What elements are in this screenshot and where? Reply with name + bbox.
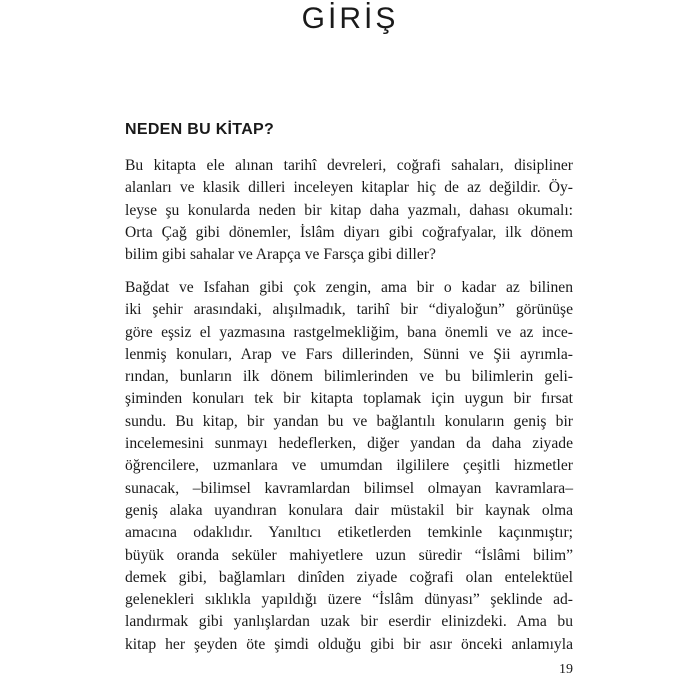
chapter-title: GİRİŞ (301, 2, 399, 35)
paragraph-2 (125, 277, 573, 656)
paragraph-1 (125, 155, 573, 266)
paragraph-line: alanları ve klasik dilleri inceleyen kitaplar hiç de az değildir. Öy- (125, 179, 573, 197)
paragraph-line: incelemesini sunmayı hedeflerken, diğer yandan da daha ziyade (125, 435, 573, 453)
section-heading: NEDEN BU KİTAP? (125, 121, 275, 138)
paragraph-line: kitap her şeyden öte şimdi olduğu gibi bir asır önceki anlamıyla (125, 635, 573, 653)
paragraph-line: rından, bunların ilk dönem bilimlerinden ve bu bilimlerin geli- (125, 368, 573, 386)
paragraph-line: iki şehir arasındaki, alışılmadık, tarihî bir “diyaloğun” görünüşe (125, 301, 573, 319)
paragraph-line: demek gibi, bağlamları dinîden ziyade coğrafi olan entelektüel (125, 568, 573, 586)
paragraph-line: bilim gibi sahalar ve Arapça ve Farsça gibi diller? (125, 246, 436, 264)
paragraph-line: Bu kitapta ele alınan tarihî devreleri, coğrafi sahaları, disipliner (125, 157, 573, 174)
paragraph-line: büyük oranda seküler mahiyetlere uzun süredir “İslâmi bilim” (125, 546, 573, 564)
paragraph-line: landırmak gibi yanlışlardan uzak bir eserdir elinizdeki. Ama bu (125, 613, 573, 631)
paragraph-line: göre eşsiz el yazmasına rastgelmekliğim, bana önemli ve az ince- (125, 323, 573, 341)
paragraph-line: şiminden konuları tek bir kitapta toplamak için uygun bir fırsat (125, 390, 573, 408)
paragraph-line: geniş alaka uyandıran konulara dair müstakil bir kaynak olma (125, 501, 573, 519)
paragraph-line: Orta Çağ gibi dönemler, İslâm diyarı gibi coğrafyalar, ilk dönem (125, 223, 573, 241)
paragraph-line: lenmiş konuları, Arap ve Fars dillerinden, Sünni ve Şii ayrımla- (125, 345, 573, 363)
paragraph-line: sunacak, –bilimsel kavramlardan bilimsel olmayan kavramlara– (125, 479, 573, 497)
page-number: 19 (559, 662, 573, 677)
paragraph-line: sundu. Bu kitap, bir yandan bu ve bağlantılı konuların geniş bir (125, 412, 573, 430)
paragraph-line: Bağdat ve Isfahan gibi çok zengin, ama bir o kadar az bilinen (125, 279, 573, 296)
paragraph-line: amacına odaklıdır. Yanıltıcı etiketlerden temkinle kaçınmıştır; (125, 524, 573, 542)
paragraph-line: öğrencilere, uzmanlara ve umumdan ilgililere çeşitli hizmetler (125, 457, 573, 475)
paragraph-line: gelenekleri sıklıkla yapıldığı üzere “İslâm dünyası” şeklinde ad- (125, 591, 573, 609)
paragraph-line: leyse şu konularda neden bir kitap daha yazmalı, dahası okumalı: (125, 201, 573, 219)
